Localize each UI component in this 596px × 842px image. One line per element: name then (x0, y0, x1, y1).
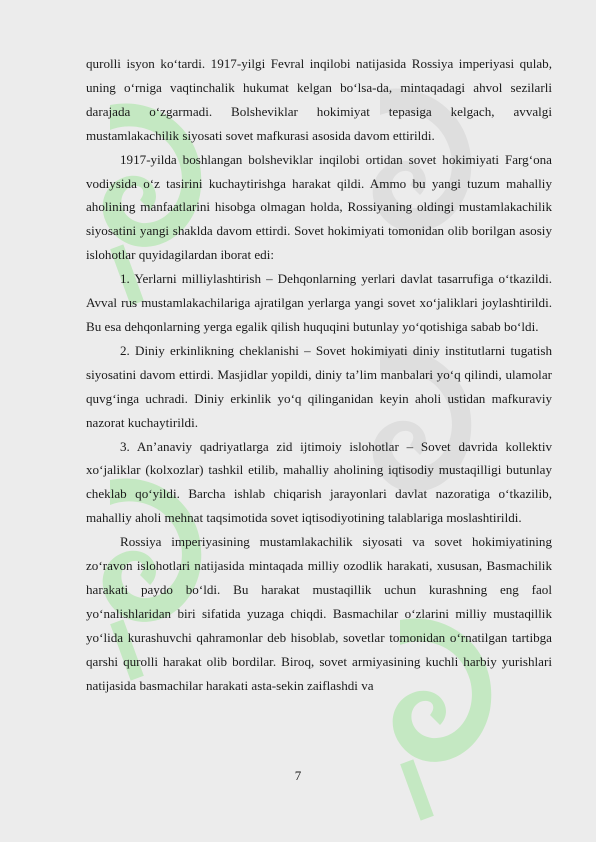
list-item: 1. Yerlarni milliylashtirish – Dehqonlarning yerlari davlat tasarrufiga o‘tkazildi. Avval rus mustamlakachilariga ajratilgan yerlarga yangi sovet xo‘jaliklari joylashtirildi. Bu esa dehqonlarning yerga egalik qilish huquqini butunlay yo‘qotishiga sabab bo‘ldi. (86, 271, 552, 334)
paragraph: qurolli isyon ko‘tardi. 1917-yilgi Fevral inqilobi natijasida Rossiya imperiyasi qulab, uning o‘rniga vaqtinchalik hukumat kelgan bo‘lsa-da, mintaqadagi ahvol sezilarli darajada o‘zgarmadi. Bolsheviklar hokimiyat tepasiga kelgach, avvalgi mustamlakachilik siyosati sovet mafkurasi asosida davom ettirildi. (86, 56, 552, 143)
body-text (86, 52, 552, 697)
paragraph: Rossiya imperiyasining mustamlakachilik siyosati va sovet hokimiyatining zo‘ravon islohotlari natijasida mintaqada milliy ozodlik harakati, xususan, Basmachilik harakati paydo bo‘ldi. Bu harakat mustaqillik uchun kurashning eng faol yo‘nalishlaridan biri sifatida yuzaga chiqdi. Basmachilar o‘zlarini milliy mustaqillik yo‘lida kurashuvchi qahramonlar deb hisoblab, sovetlar tomonidan o‘rnatilgan tartibga qarshi qurolli harakat olib bordilar. Biroq, sovet armiyasining kuchli harbiy yurishlari natijasida basmachilar harakati asta-sekin zaiflashdi va (86, 534, 552, 693)
list-item: 2. Diniy erkinlikning cheklanishi – Sovet hokimiyati diniy institutlarni tugatish siyosatini davom ettirdi. Masjidlar yopildi, diniy ta’lim manbalari yo‘q qilindi, ulamolar quvg‘inga uchradi. Diniy erkinlik yo‘q qilinganidan keyin aholi ustidan mafkuraviy nazorat kuchaytirildi. (86, 342, 552, 430)
page-number: 7 (294, 768, 302, 783)
paragraph: 1917-yilda boshlangan bolsheviklar inqilobi ortidan sovet hokimiyati Farg‘ona vodiysida o‘z tasirini kuchaytirishga harakat qildi. Ammo bu yangi tuzum mahalliy aholining manfaatlarini hisobga olmagan holda, Rossiyaning oldingi mustamlakachilik siyosatini yangi shaklda davom ettirdi. Sovet hokimiyati tomonidan olib borilgan asosiy islohotlar quyidagilardan iborat edi: (86, 151, 552, 263)
list-item: 3. An’anaviy qadriyatlarga zid ijtimoiy islohotlar – Sovet davrida kollektiv xo‘jaliklar (kolxozlar) tashkil etilib, mahalliy aholining iqtisodiy mustaqilligi butunlay cheklab qo‘yildi. Barcha ishlab chiqarish jarayonlari davlat nazoratiga o‘tkazilib, mahalliy aholi mehnat taqsimotida sovet iqtisodiyotining talablariga moslashtirildi. (86, 438, 552, 526)
